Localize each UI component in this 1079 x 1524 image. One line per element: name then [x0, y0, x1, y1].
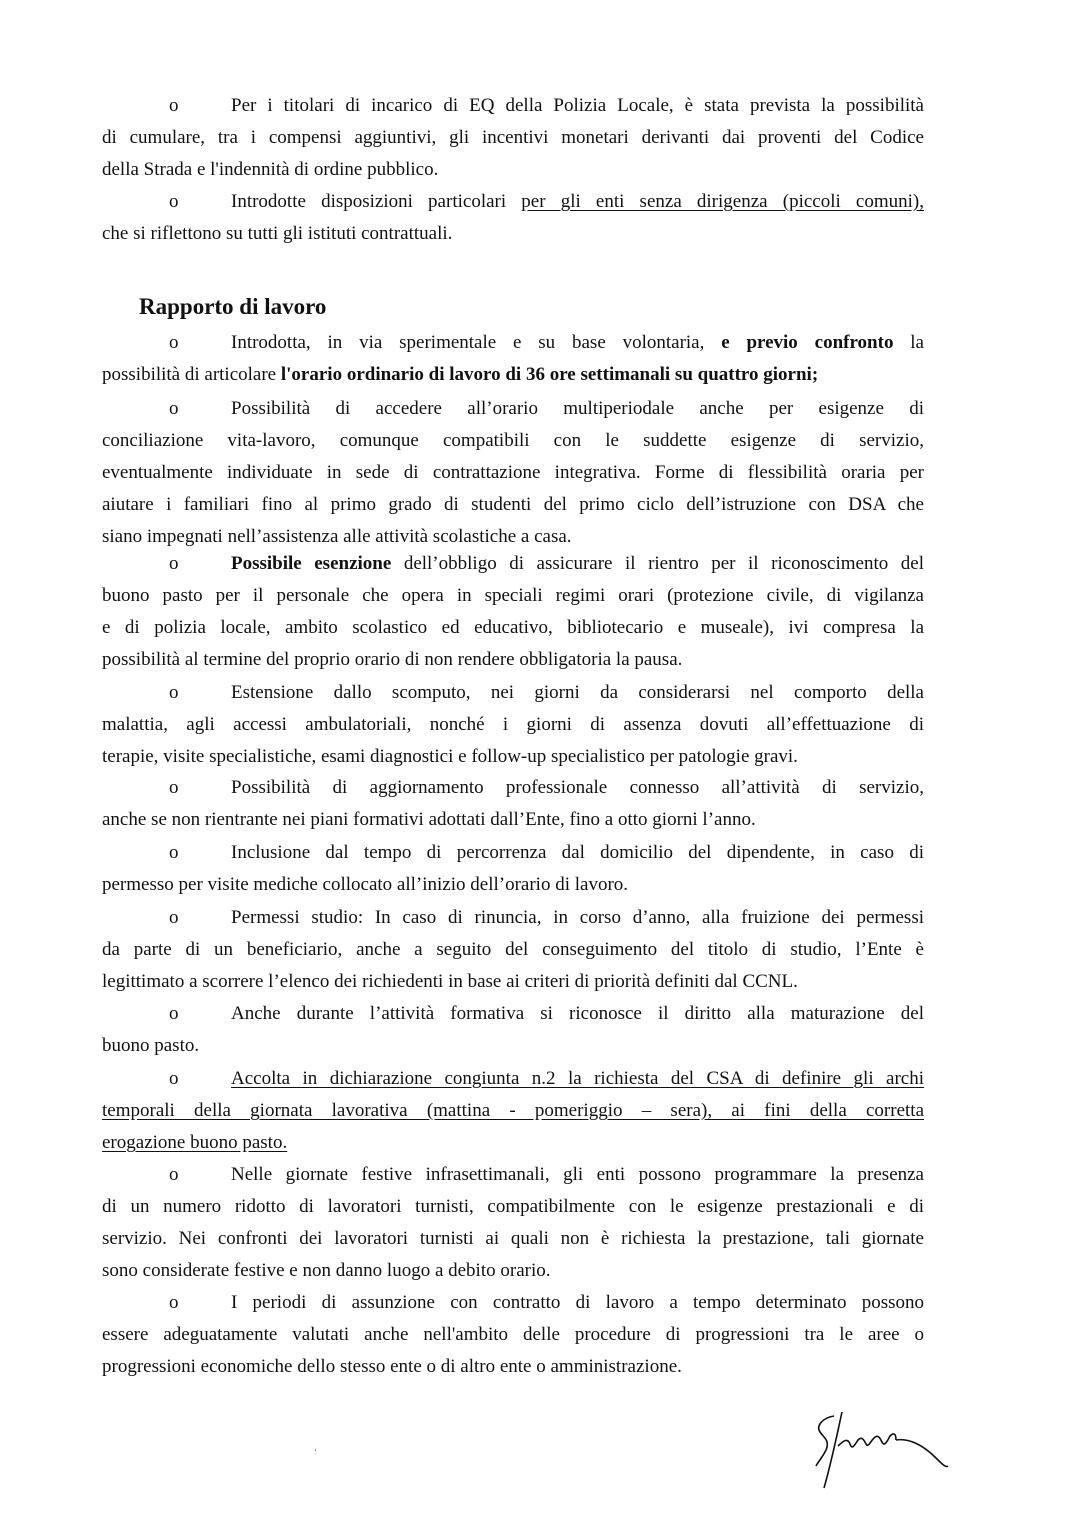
signature-icon — [812, 1410, 952, 1490]
section-heading: Rapporto di lavoro — [139, 294, 327, 319]
bullet-icon: o — [169, 1068, 179, 1089]
bullet-icon: o — [169, 191, 179, 212]
bullet-icon: o — [169, 842, 179, 863]
document-page: o Per i titolari di incarico di EQ della Polizia Locale, è stata prevista la possibilità di cumulare, tra i compensi aggiuntivi, gli incentivi monetari derivanti dai proventi del Codice della Strada e l'indennità di ordine pubblico. o Introdotte disposizioni particolari per gli enti senza dirigenza (piccoli comuni), che si riflettono su tutti gli istituti contrattuali. Rapporto di lavoro o Introdotta, in via sperimentale e su base volontaria, e previo confronto la possibilità di articolare l'orario ordinario di lavoro di 36 ore settimanali su quattro giorni; o Possibilità di accedere all’orario multiperiodale anche per esigenze di conciliazione vita-lavoro, comunque compatibili con le suddette esigenze di servizio, eventualmente individuate in sede di contrattazione integrativa. Forme di flessibilità oraria per aiutare i familiari fino al primo grado di studenti del primo ciclo dell’istruzione con DSA che siano impegnati nell’assistenza alle attività scolastiche a casa. o Possibile esenzione dell’obbligo di assicurare il rientro per il riconoscimento del buono pasto per il personale che opera in speciali regimi orari (protezione civile, di vigilanza e di polizia locale, ambito scolastico ed educativo, bibliotecario e museale), ivi compresa la possibilità al termine del proprio orario di non rendere obbligatoria la pausa. o Estensione dallo scomputo, nei giorni da considerarsi nel comporto della malattia, agli accessi ambulatoriali, nonché i giorni di assenza dovuti all’effettuazione di terapie, visite specialistiche, esami diagnostici e follow-up specialistico per patologie gravi. o Possibilità di aggiornamento professionale connesso all’attività di servizio, anche se non rientrante nei piani formativi adottati dall’Ente, fino a otto giorni l’anno. o Inclusione dal tempo di percorrenza dal domicilio del dipendente, in caso di permesso per visite mediche collocato all’inizio dell’orario di lavoro. o Permessi studio: In caso di rinuncia, in corso d’anno, alla fruizione dei permessi da parte di un beneficiario, anche a seguito del conseguimento del titolo di studio, l’Ente è legittimato a scorrere l’elenco dei richiedenti in base ai criteri di priorità definiti dal CCNL. o Anche durante l’attività formativa si riconosce il diritto alla maturazione del buono pasto. o Accolta in dichiarazione congiunta n.2 la richiesta del CSA di definire gli archi temporali della giornata lavorativa (mattina - pomeriggio – sera), ai fini della corretta erogazione buono pasto. o Nelle giornate festive infrasettimanali, gli enti possono programmare la presenza di un numero ridotto di lavoratori turnisti, compatibilmente con le esigenze prestazionali e di servizio. Nei confronti dei lavoratori turnisti ai quali non è richiesta la prestazione, tali giornate sono considerate festive e non danno luogo a debito orario. o I periodi di assunzione con contratto di lavoro a tempo determinato possono essere adeguatamente valutati anche nell'ambito delle procedure di progressioni tra le aree o progressioni economiche dello stesso ente o di altro ente o amministrazione. ‘ — [0, 0, 1079, 1524]
bullet-icon: o — [169, 1164, 179, 1185]
bullet-icon: o — [169, 682, 179, 703]
bullet-icon: o — [169, 1292, 179, 1313]
scan-speck: ‘ — [314, 1447, 317, 1457]
bullet-icon: o — [169, 907, 179, 928]
bullet-icon: o — [169, 398, 179, 419]
bullet-icon: o — [169, 777, 179, 798]
bullet-icon: o — [169, 95, 179, 116]
bullet-icon: o — [169, 1003, 179, 1024]
bullet-icon: o — [169, 332, 179, 353]
bullet-icon: o — [169, 553, 179, 574]
